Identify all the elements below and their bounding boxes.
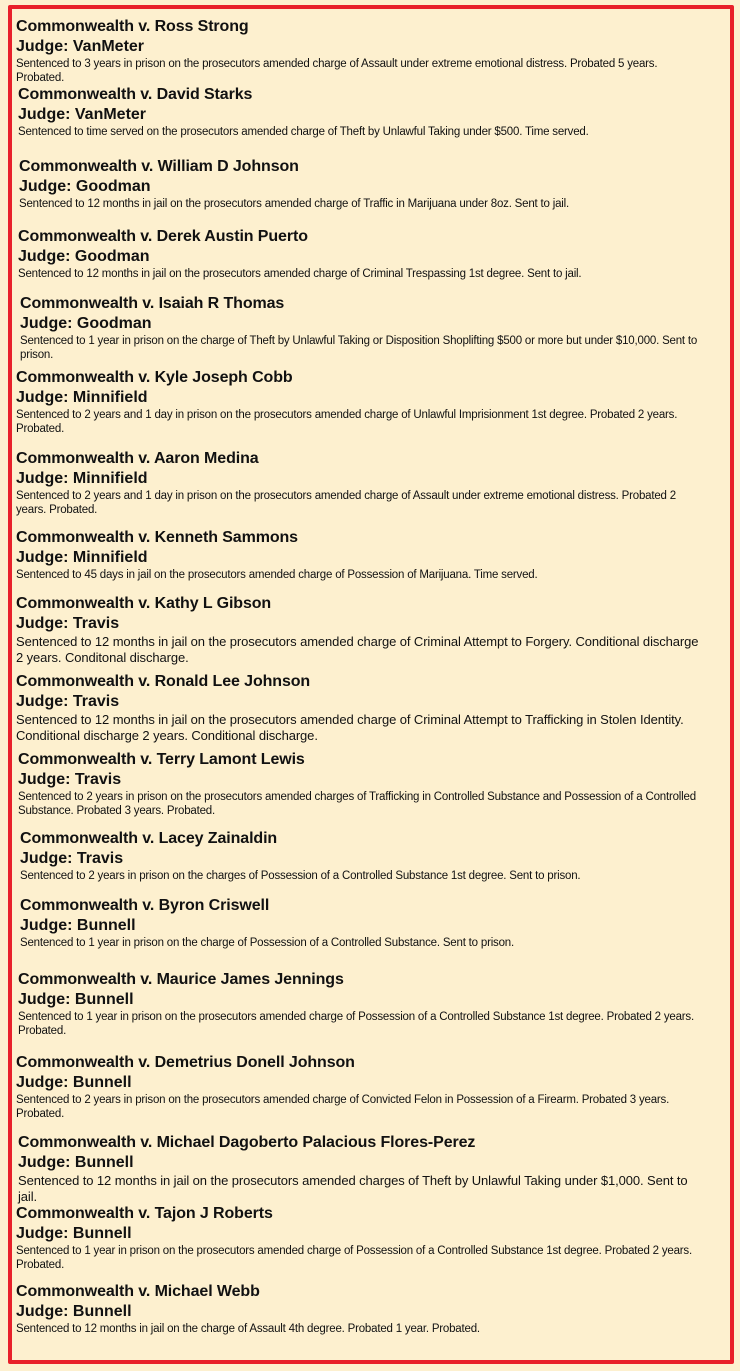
case-entry <box>16 17 740 85</box>
case-title: Commonwealth v. Ronald Lee Johnson <box>16 673 311 690</box>
case-entry <box>16 368 740 436</box>
case-entry <box>18 1133 740 1205</box>
case-title: Commonwealth v. Byron Criswell <box>20 897 270 914</box>
case-entry <box>19 157 740 211</box>
case-judge: Judge: Travis <box>16 615 120 632</box>
case-judge: Judge: Goodman <box>20 315 152 332</box>
case-entry <box>18 970 740 1038</box>
case-title: Commonwealth v. Terry Lamont Lewis <box>18 751 305 768</box>
case-judge: Judge: Bunnell <box>18 991 134 1008</box>
case-sentence: Sentenced to 2 years in prison on the charges of Possession of a Controlled Substance 1st degree. Sent to prison. <box>20 870 581 882</box>
case-judge: Judge: VanMeter <box>16 38 145 55</box>
case-entry <box>20 896 740 950</box>
case-judge: Judge: Goodman <box>18 248 150 265</box>
case-title: Commonwealth v. Tajon J Roberts <box>16 1205 273 1222</box>
case-entry <box>18 85 740 139</box>
case-sentence: Sentenced to time served on the prosecutors amended charge of Theft by Unlawful Taking under $500. Time served. <box>18 126 589 138</box>
case-sentence: Sentenced to 3 years in prison on the prosecutors amended charge of Assault under extreme emotional distress. Probated 5 years. Probated. <box>16 58 658 84</box>
case-judge: Judge: Bunnell <box>16 1074 132 1091</box>
case-title: Commonwealth v. Aaron Medina <box>16 450 259 467</box>
case-judge: Judge: Minnifield <box>16 470 148 487</box>
case-judge: Judge: Goodman <box>19 178 151 195</box>
case-title: Commonwealth v. Isaiah R Thomas <box>20 295 285 312</box>
case-judge: Judge: Travis <box>20 850 124 867</box>
case-sentence: Sentenced to 1 year in prison on the prosecutors amended charge of Possession of a Controlled Substance 1st degree. Probated 2 years. Probated. <box>18 1011 694 1037</box>
case-title: Commonwealth v. Ross Strong <box>16 18 249 35</box>
case-judge: Judge: Minnifield <box>16 389 148 406</box>
case-sentence: Sentenced to 12 months in jail on the prosecutors amended charges of Theft by Unlawful Taking under $1,000. Sent to jail. <box>18 1173 688 1204</box>
case-title: Commonwealth v. Kenneth Sammons <box>16 529 298 546</box>
case-judge: Judge: Bunnell <box>16 1303 132 1320</box>
case-title: Commonwealth v. William D Johnson <box>19 158 299 175</box>
case-title: Commonwealth v. Kyle Joseph Cobb <box>16 369 293 386</box>
case-title: Commonwealth v. Maurice James Jennings <box>18 971 344 988</box>
case-sentence: Sentenced to 2 years in prison on the prosecutors amended charges of Trafficking in Controlled Substance and Possession of a Controlled Substance. Probated 3 years. Probated. <box>18 791 696 817</box>
case-title: Commonwealth v. Kathy L Gibson <box>16 595 272 612</box>
case-title: Commonwealth v. Michael Dagoberto Palacious Flores-Perez <box>18 1134 476 1151</box>
case-entry <box>16 1204 740 1272</box>
case-judge: Judge: Bunnell <box>18 1154 134 1171</box>
case-sentence: Sentenced to 2 years and 1 day in prison on the prosecutors amended charge of Unlawful Imprisionment 1st degree. Probated 2 years. Probated. <box>16 409 678 435</box>
case-title: Commonwealth v. Lacey Zainaldin <box>20 830 278 847</box>
case-sentence: Sentenced to 1 year in prison on the charge of Theft by Unlawful Taking or Disposition Shoplifting $500 or more but under $10,000. Sent to prison. <box>20 335 698 361</box>
case-sentence: Sentenced to 12 months in jail on the prosecutors amended charge of Criminal Attempt to Trafficking in Stolen Identity. Conditional discharge 2 years. Conditional discharge. <box>16 712 684 743</box>
case-entry <box>16 1053 740 1121</box>
case-title: Commonwealth v. Demetrius Donell Johnson <box>16 1054 355 1071</box>
case-title: Commonwealth v. Michael Webb <box>16 1283 260 1300</box>
case-sentence: Sentenced to 2 years in prison on the prosecutors amended charge of Convicted Felon in Possession of a Firearm. Probated 3 years. Probated. <box>16 1094 670 1120</box>
case-sentence: Sentenced to 12 months in jail on the prosecutors amended charge of Traffic in Marijuana under 8oz. Sent to jail. <box>19 198 569 210</box>
case-sentence: Sentenced to 12 months in jail on the charge of Assault 4th degree. Probated 1 year. Probated. <box>16 1323 480 1335</box>
case-sentence: Sentenced to 1 year in prison on the charge of Possession of a Controlled Substance. Sent to prison. <box>20 937 514 949</box>
case-judge: Judge: Minnifield <box>16 549 148 566</box>
case-sentence: Sentenced to 12 months in jail on the prosecutors amended charge of Criminal Attempt to Forgery. Conditional discharge 2 years. Conditonal discharge. <box>16 634 699 665</box>
case-judge: Judge: Travis <box>16 693 120 710</box>
case-entry <box>20 294 740 362</box>
case-entry <box>16 672 740 744</box>
case-title: Commonwealth v. Derek Austin Puerto <box>18 228 308 245</box>
case-entry <box>16 594 740 666</box>
case-sentence: Sentenced to 2 years and 1 day in prison on the prosecutors amended charge of Assault under extreme emotional distress. Probated 2 years. Probated. <box>16 490 676 516</box>
case-sentence: Sentenced to 1 year in prison on the prosecutors amended charge of Possession of a Controlled Substance 1st degree. Probated 2 years. Probated. <box>16 1245 692 1271</box>
case-entry <box>16 528 740 582</box>
case-sentence: Sentenced to 12 months in jail on the prosecutors amended charge of Criminal Trespassing 1st degree. Sent to jail. <box>18 268 582 280</box>
case-judge: Judge: Bunnell <box>20 917 136 934</box>
case-entry <box>18 750 740 818</box>
case-entry <box>16 449 740 517</box>
case-entry <box>18 227 740 281</box>
case-sentence: Sentenced to 45 days in jail on the prosecutors amended charge of Possession of Marijuana. Time served. <box>16 569 538 581</box>
case-entry <box>16 1282 740 1336</box>
case-judge: Judge: VanMeter <box>18 106 147 123</box>
case-entry <box>20 829 740 883</box>
case-title: Commonwealth v. David Starks <box>18 86 253 103</box>
case-judge: Judge: Travis <box>18 771 122 788</box>
case-judge: Judge: Bunnell <box>16 1225 132 1242</box>
